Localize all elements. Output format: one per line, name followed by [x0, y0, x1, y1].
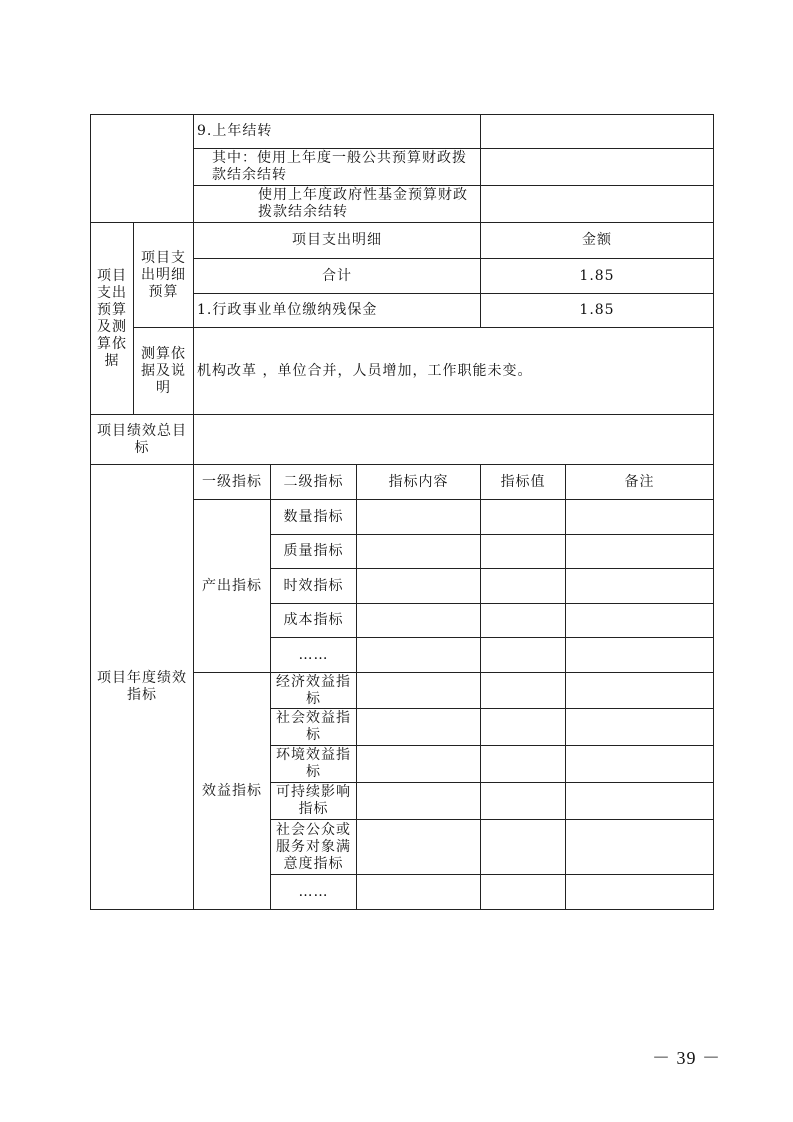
output-item: 数量指标: [271, 500, 357, 535]
indicator-content-cell: [357, 875, 481, 910]
expenditure-item-name: 1.行政事业单位缴纳残保金: [194, 294, 481, 328]
indicator-value-cell: [481, 673, 566, 709]
indicator-content-cell: [357, 638, 481, 673]
indicator-content-cell: [357, 783, 481, 820]
indicator-value-cell: [481, 709, 566, 746]
carryover-general-budget-value: [481, 149, 714, 186]
indicator-content-cell: [357, 820, 481, 875]
overall-goal-value: [194, 415, 714, 465]
indicator-value-cell: [481, 820, 566, 875]
benefit-item: 社会效益指标: [271, 709, 357, 746]
basis-text: 机构改革 ，单位合并，人员增加，工作职能未变。: [194, 328, 714, 415]
indicator-content-cell: [357, 569, 481, 604]
header-value: 指标值: [481, 465, 566, 500]
benefit-item: ……: [271, 875, 357, 910]
header-remark: 备注: [566, 465, 714, 500]
benefit-indicators-label: 效益指标: [194, 673, 271, 910]
indicator-value-cell: [481, 783, 566, 820]
indicator-remark-cell: [566, 746, 714, 783]
indicator-remark-cell: [566, 820, 714, 875]
indicator-remark-cell: [566, 604, 714, 638]
carryover-blank-cell: [91, 115, 194, 223]
total-label: 合计: [194, 259, 481, 294]
indicator-value-cell: [481, 604, 566, 638]
expenditure-section-label: 项目支出预算及测算依据: [91, 223, 134, 415]
indicator-remark-cell: [566, 535, 714, 569]
output-indicators-label: 产出指标: [194, 500, 271, 673]
output-item: 时效指标: [271, 569, 357, 604]
carryover-item: 9.上年结转: [194, 115, 481, 149]
header-content: 指标内容: [357, 465, 481, 500]
indicator-content-cell: [357, 500, 481, 535]
benefit-item: 环境效益指标: [271, 746, 357, 783]
overall-goal-label: 项目绩效总目标: [91, 415, 194, 465]
indicator-content-cell: [357, 604, 481, 638]
total-value: 1.85: [481, 259, 714, 294]
indicator-value-cell: [481, 875, 566, 910]
carryover-fund-budget: 使用上年度政府性基金预算财政拨款结余结转: [194, 186, 481, 223]
indicator-remark-cell: [566, 875, 714, 910]
benefit-item: 社会公众或服务对象满意度指标: [271, 820, 357, 875]
indicator-content-cell: [357, 673, 481, 709]
carryover-fund-budget-value: [481, 186, 714, 223]
benefit-item: 可持续影响指标: [271, 783, 357, 820]
header-level1: 一级指标: [194, 465, 271, 500]
indicator-value-cell: [481, 500, 566, 535]
indicator-value-cell: [481, 569, 566, 604]
annual-indicators-label: 项目年度绩效指标: [91, 465, 194, 910]
header-level2: 二级指标: [271, 465, 357, 500]
output-item: 质量指标: [271, 535, 357, 569]
indicator-remark-cell: [566, 709, 714, 746]
col-header-detail: 项目支出明细: [194, 223, 481, 259]
carryover-item-value: [481, 115, 714, 149]
indicator-value-cell: [481, 746, 566, 783]
page-number: － 39 －: [652, 1048, 721, 1068]
col-header-amount: 金额: [481, 223, 714, 259]
expenditure-item-amount: 1.85: [481, 294, 714, 328]
indicator-content-cell: [357, 709, 481, 746]
benefit-item: 经济效益指标: [271, 673, 357, 709]
indicator-remark-cell: [566, 500, 714, 535]
performance-form-table: [90, 114, 714, 910]
indicator-value-cell: [481, 535, 566, 569]
carryover-general-budget: 其中：使用上年度一般公共预算财政拨款结余结转: [194, 149, 481, 186]
indicator-value-cell: [481, 638, 566, 673]
indicator-content-cell: [357, 746, 481, 783]
expenditure-detail-label: 项目支出明细预算: [134, 223, 194, 328]
output-item: ……: [271, 638, 357, 673]
indicator-remark-cell: [566, 569, 714, 604]
indicator-remark-cell: [566, 673, 714, 709]
basis-label: 测算依据及说明: [134, 328, 194, 415]
indicator-remark-cell: [566, 783, 714, 820]
output-item: 成本指标: [271, 604, 357, 638]
indicator-remark-cell: [566, 638, 714, 673]
indicator-content-cell: [357, 535, 481, 569]
